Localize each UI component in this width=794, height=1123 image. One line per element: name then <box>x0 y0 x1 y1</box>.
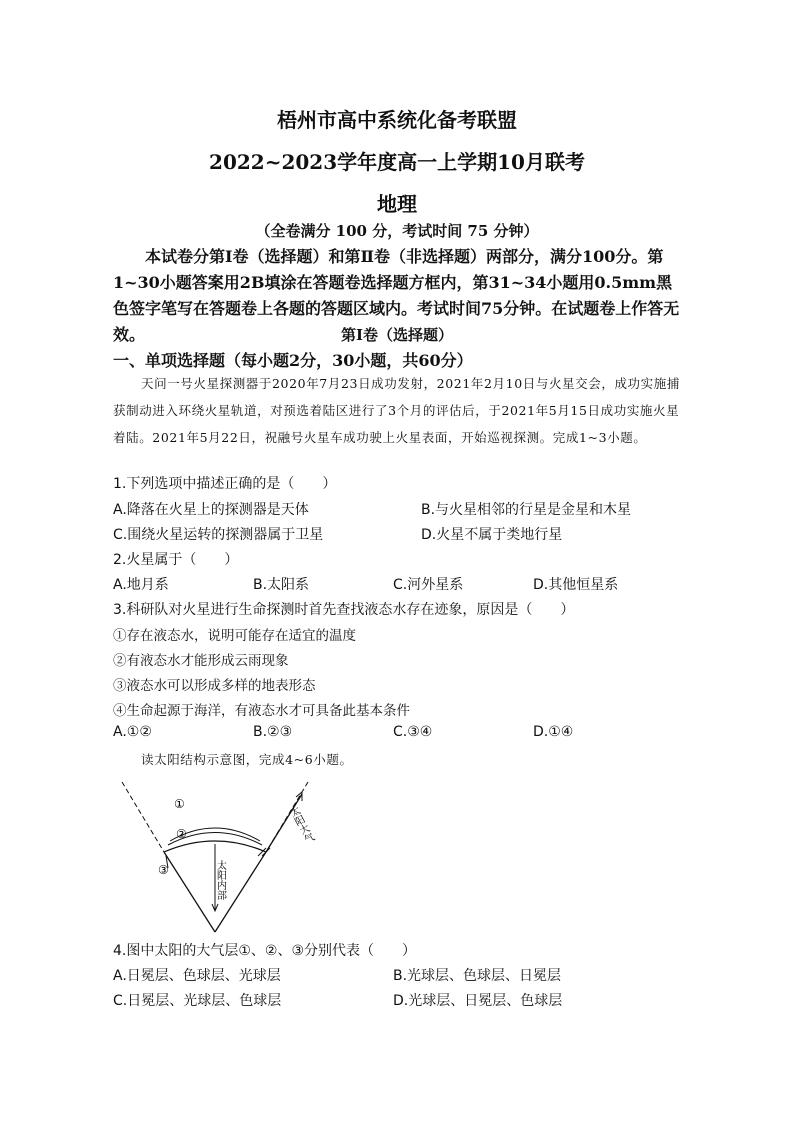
q3-statement-2: ②有液态水才能形成云雨现象 <box>113 653 289 669</box>
q2-option-c[interactable]: C.河外星系 <box>393 577 464 593</box>
question-3-stem: 3.科研队对火星进行生命探测时首先查找液态水存在迹象，原因是（ ） <box>113 602 575 618</box>
q4-option-b[interactable]: B.光球层、色球层、日冕层 <box>393 968 562 984</box>
q1-option-d[interactable]: D.火星不属于类地行星 <box>421 527 563 543</box>
question-2-stem: 2.火星属于（ ） <box>113 552 239 568</box>
exam-subject: 地理 <box>377 192 417 216</box>
diagram-interior-label: 太阳内部 <box>214 860 226 900</box>
sun-structure-diagram <box>112 778 342 938</box>
diagram-label-1: ① <box>174 797 185 811</box>
question-4-stem: 4.图中太阳的大气层①、②、③分别代表（ ） <box>113 943 417 959</box>
q1-option-a[interactable]: A.降落在火星上的探测器是天体 <box>113 502 309 518</box>
diagram-label-2: ② <box>176 827 187 841</box>
q2-option-a[interactable]: A.地月系 <box>113 577 169 593</box>
q4-option-c[interactable]: C.日冕层、光球层、色球层 <box>113 993 282 1009</box>
instructions: 本试卷分第Ⅰ卷（选择题）和第Ⅱ卷（非选择题）两部分，满分100分。第1~30小题答案用2B填涂在答题卷选择题方框内，第31~34小题用0.5mm黑色签字笔写在答题卷上各题的答题区域内。考试时间75分钟。在试题卷上作答无效。 <box>113 247 680 344</box>
q2-option-d[interactable]: D.其他恒星系 <box>533 577 619 593</box>
q4-option-a[interactable]: A.日冕层、色球层、光球层 <box>113 968 281 984</box>
q3-statement-1: ①存在液态水，说明可能存在适宜的温度 <box>113 628 356 644</box>
q3-statement-4: ④生命起源于海洋，有液态水才可具备此基本条件 <box>113 703 410 719</box>
score-note: （全卷满分 100 分，考试时间 75 分钟） <box>255 222 539 240</box>
volume-title: 第Ⅰ卷（选择题） <box>340 326 454 344</box>
diagram-label-3: ③ <box>158 863 169 877</box>
passage-2: 读太阳结构示意图，完成4~6小题。 <box>141 752 353 767</box>
q3-option-d[interactable]: D.①④ <box>533 724 574 740</box>
q3-option-c[interactable]: C.③④ <box>393 724 433 740</box>
diagram-atmosphere-label: 太阳大气 <box>286 805 315 846</box>
passage-1: 天问一号火星探测器于2020年7月23日成功发射，2021年2月10日与火星交会，成功实施捕获制动进入环绕火星轨道，对预选着陆区进行了3个月的评估后，于2021年5月15日成功实施火星着陆。2021年5月22日，祝融号火星车成功驶上火星表面，开始巡视探测。完成1~3小题。 <box>113 376 680 445</box>
q3-option-b[interactable]: B.②③ <box>253 724 293 740</box>
question-1-stem: 1.下列选项中描述正确的是（ ） <box>113 476 337 492</box>
q3-option-a[interactable]: A.①② <box>113 724 152 740</box>
q4-option-d[interactable]: D.光球层、日冕层、色球层 <box>393 993 563 1009</box>
q1-option-b[interactable]: B.与火星相邻的行星是金星和木星 <box>421 502 632 518</box>
section-title: 一、单项选择题（每小题2分，30小题，共60分） <box>113 351 473 370</box>
q1-option-c[interactable]: C.围绕火星运转的探测器属于卫星 <box>113 527 324 543</box>
exam-title-alliance: 梧州市高中系统化备考联盟 <box>277 108 517 132</box>
q3-statement-3: ③液态水可以形成多样的地表形态 <box>113 678 316 694</box>
q2-option-b[interactable]: B.太阳系 <box>253 577 310 593</box>
exam-title-term: 2022~2023学年度高一上学期10月联考 <box>209 150 585 174</box>
